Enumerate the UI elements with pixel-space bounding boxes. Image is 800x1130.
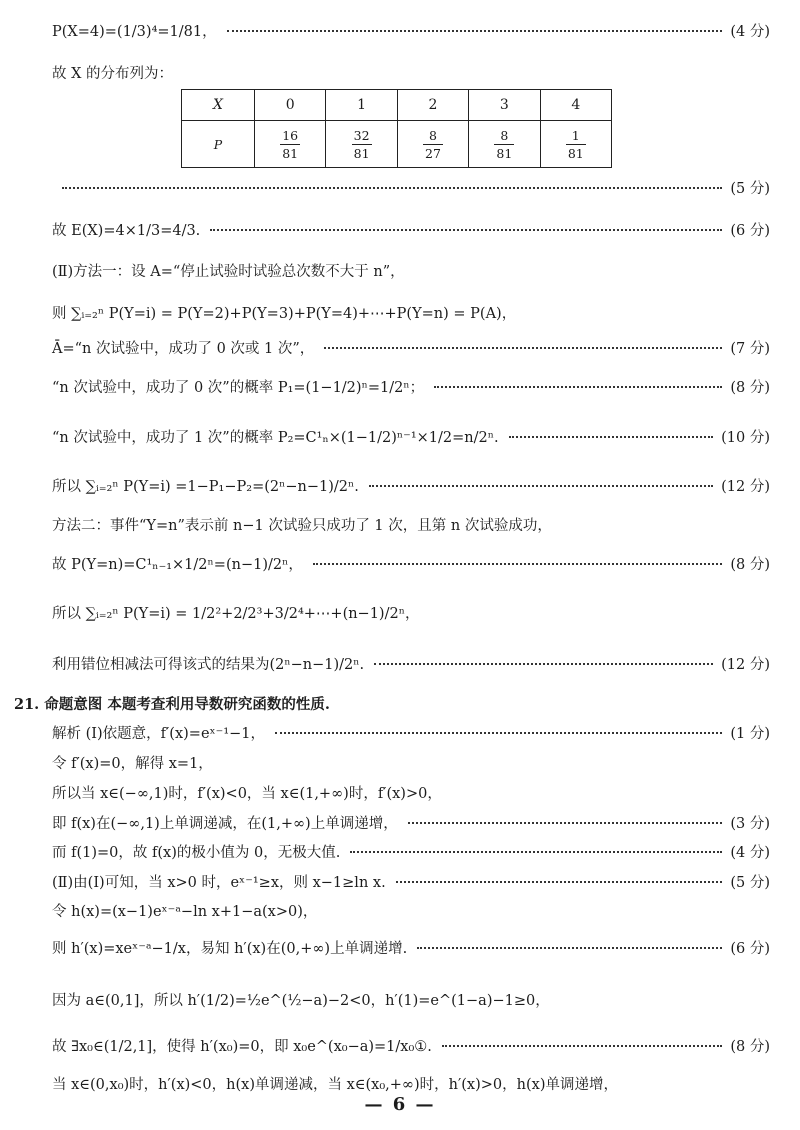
table-cell: $\frac{8}{81}$	[469, 121, 540, 168]
line-24: 故 ∃x₀∈(1/2,1]，使得 h′(x₀)=0，即 x₀e^(x₀−a)=1/x₀①. (8 分)	[52, 1039, 770, 1055]
line-19: 而 f(1)=0，故 f(x)的极小值为 0，无极大值. (4 分)	[52, 845, 770, 861]
line-9: “n 次试验中，成功了 1 次”的概率 P₂=C¹ₙ×(1−1/2)ⁿ⁻¹×1/2=n/2ⁿ. (10 分)	[52, 430, 770, 446]
table-cell: 3	[469, 90, 540, 121]
table-cell: $\frac{8}{27}$	[397, 121, 468, 168]
line-2: 故 X 的分布列为：	[52, 66, 174, 82]
line-17: 所以当 x∈(−∞,1)时，f′(x)<0，当 x∈(1,+∞)时，f′(x)>0，	[52, 786, 442, 802]
table-cell: 0	[255, 90, 326, 121]
line-8: “n 次试验中，成功了 0 次”的概率 P₁=(1−1/2)ⁿ=1/2ⁿ； (8 分)	[52, 380, 770, 396]
line-12: 故 P(Y=n)=C¹ₙ₋₁×1/2ⁿ=(n−1)/2ⁿ， (8 分)	[52, 557, 770, 573]
line-4: 故 E(X)=4×1/3=4/3. (6 分)	[52, 223, 770, 239]
table-cell: $\frac{16}{81}$	[255, 121, 326, 168]
table-cell: 1	[326, 90, 397, 121]
line-13: 所以 ∑ᵢ₌₂ⁿ P(Y=i) = 1/2²+2/2³+3/2⁴+⋯+(n−1)/2ⁿ，	[52, 606, 420, 622]
line-10: 所以 ∑ᵢ₌₂ⁿ P(Y=i) =1−P₁−P₂=(2ⁿ−n−1)/2ⁿ. (12 分)	[52, 479, 770, 495]
page-number: — 6 —	[364, 1094, 436, 1115]
table-header-p: P	[182, 121, 255, 168]
line-20: (Ⅱ)由(Ⅰ)可知，当 x>0 时，eˣ⁻¹≥x，则 x−1≥ln x. (5 分)	[52, 875, 770, 891]
table-header-x: X	[182, 90, 255, 121]
table-cell: 2	[397, 90, 468, 121]
table-cell: $\frac{32}{81}$	[326, 121, 397, 168]
line-16: 令 f′(x)=0，解得 x=1，	[52, 756, 213, 772]
table-cell: $\frac{1}{81}$	[540, 121, 611, 168]
line-1: P(X=4)=(1/3)⁴=1/81， (4 分)	[52, 24, 770, 40]
line-18: 即 f(x)在(−∞,1)上单调递减，在(1,+∞)上单调递增， (3 分)	[52, 816, 770, 832]
line-22: 则 h′(x)=xeˣ⁻ᵃ−1/x，易知 h′(x)在(0,+∞)上单调递增. (6 分)	[52, 941, 770, 957]
line-6: 则 ∑ᵢ₌₂ⁿ P(Y=i) = P(Y=2)+P(Y=3)+P(Y=4)+⋯+P(Y=n) = P(A)，	[52, 306, 517, 322]
section-heading: 21. 命题意图 本题考查利用导数研究函数的性质.	[14, 696, 330, 713]
line-23: 因为 a∈(0,1]，所以 h′(1/2)=½e^(½−a)−2<0，h′(1)=e^(1−a)−1≥0，	[52, 993, 550, 1009]
distribution-table	[181, 89, 612, 168]
line-11: 方法二：事件“Y=n”表示前 n−1 次试验只成功了 1 次，且第 n 次试验成功，	[52, 518, 552, 534]
line-3: (5 分)	[52, 177, 770, 198]
table-cell: 4	[540, 90, 611, 121]
line-15: 解析 (Ⅰ)依题意，f′(x)=eˣ⁻¹−1， (1 分)	[52, 726, 770, 742]
line-21: 令 h(x)=(x−1)eˣ⁻ᵃ−ln x+1−a(x>0)，	[52, 904, 318, 920]
line-5: (Ⅱ)方法一：设 A=“停止试验时试验总次数不大于 n”，	[52, 264, 405, 280]
line-14: 利用错位相减法可得该式的结果为(2ⁿ−n−1)/2ⁿ. (12 分)	[52, 657, 770, 673]
line-25: 当 x∈(0,x₀)时，h′(x)<0，h(x)单调递减，当 x∈(x₀,+∞)时，h′(x)>0，h(x)单调递增，	[52, 1077, 618, 1093]
line-7: Ā=“n 次试验中，成功了 0 次或 1 次”， (7 分)	[52, 341, 770, 357]
